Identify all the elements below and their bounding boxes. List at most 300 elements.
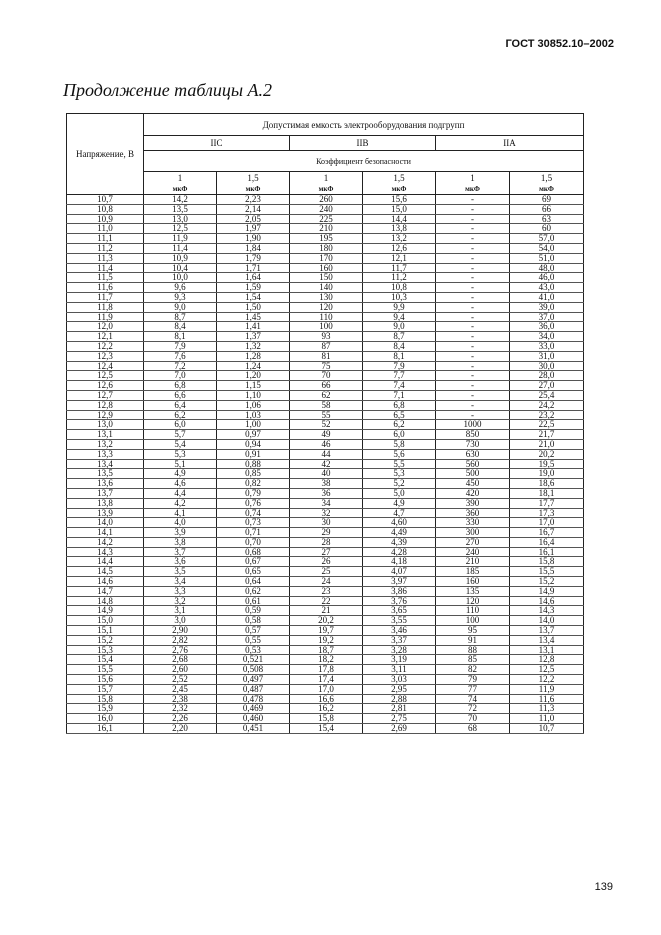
capacitance-cell: 2,20 <box>144 724 217 734</box>
voltage-cell: 16,1 <box>67 724 144 734</box>
capacitance-cell: 0,59 <box>217 606 290 616</box>
capacitance-cell: 82 <box>436 665 510 675</box>
capacitance-cell: 0,71 <box>217 528 290 538</box>
capacitance-cell: 15,8 <box>290 714 363 724</box>
capacitance-cell: 14,4 <box>363 214 436 224</box>
capacitance-cell: 81 <box>290 351 363 361</box>
group-header-iia: IIA <box>436 136 584 151</box>
capacitance-cell: 51,0 <box>510 253 584 263</box>
voltage-cell: 15,9 <box>67 704 144 714</box>
table-row <box>67 430 584 440</box>
capacitance-cell: 1,97 <box>217 224 290 234</box>
voltage-cell: 13,8 <box>67 498 144 508</box>
capacitance-cell: 20,2 <box>290 616 363 626</box>
voltage-cell: 12,9 <box>67 410 144 420</box>
factor-cell: 1,5 <box>363 172 436 184</box>
capacitance-cell: 27 <box>290 547 363 557</box>
capacitance-cell: 3,19 <box>363 655 436 665</box>
voltage-cell: 14,8 <box>67 596 144 606</box>
table-row <box>67 586 584 596</box>
capacitance-cell: 140 <box>290 283 363 293</box>
capacitance-cell: 1,71 <box>217 263 290 273</box>
voltage-cell: 11,2 <box>67 243 144 253</box>
table-row <box>67 381 584 391</box>
capacitance-cell: 0,58 <box>217 616 290 626</box>
table-row <box>67 665 584 675</box>
capacitance-cell: 9,0 <box>144 302 217 312</box>
capacitance-cell: 93 <box>290 332 363 342</box>
table-row <box>67 606 584 616</box>
capacitance-cell: 330 <box>436 518 510 528</box>
capacitance-cell: 0,487 <box>217 684 290 694</box>
voltage-cell: 10,8 <box>67 204 144 214</box>
capacitance-cell: 7,4 <box>363 381 436 391</box>
voltage-cell: 13,5 <box>67 469 144 479</box>
capacitance-cell: 2,81 <box>363 704 436 714</box>
capacitance-cell: 2,14 <box>217 204 290 214</box>
capacitance-cell: 17,4 <box>290 675 363 685</box>
capacitance-cell: 66 <box>290 381 363 391</box>
capacitance-cell: 8,7 <box>363 332 436 342</box>
voltage-cell: 15,6 <box>67 675 144 685</box>
capacitance-cell: 16,1 <box>510 547 584 557</box>
voltage-cell: 11,1 <box>67 234 144 244</box>
capacitance-cell: 5,3 <box>363 469 436 479</box>
capacitance-cell: 8,4 <box>144 322 217 332</box>
voltage-cell: 13,9 <box>67 508 144 518</box>
capacitance-cell: 120 <box>290 302 363 312</box>
table-row <box>67 312 584 322</box>
page-number: 139 <box>594 881 613 893</box>
capacitance-cell: 91 <box>436 635 510 645</box>
capacitance-cell: 3,8 <box>144 537 217 547</box>
capacitance-cell: 11,3 <box>510 704 584 714</box>
capacitance-cell: 390 <box>436 498 510 508</box>
capacitance-cell: - <box>436 390 510 400</box>
capacitance-cell: 19,7 <box>290 626 363 636</box>
capacitance-cell: 32 <box>290 508 363 518</box>
capacitance-cell: - <box>436 381 510 391</box>
voltage-cell: 12,4 <box>67 361 144 371</box>
capacitance-cell: 0,61 <box>217 596 290 606</box>
capacitance-cell: 100 <box>436 616 510 626</box>
table-row <box>67 195 584 205</box>
voltage-cell: 14,0 <box>67 518 144 528</box>
capacitance-cell: 79 <box>436 675 510 685</box>
voltage-cell: 14,6 <box>67 577 144 587</box>
voltage-cell: 10,7 <box>67 195 144 205</box>
capacitance-cell: 3,28 <box>363 645 436 655</box>
capacitance-cell: 1,20 <box>217 371 290 381</box>
voltage-cell: 13,4 <box>67 459 144 469</box>
capacitance-cell: 34,0 <box>510 332 584 342</box>
capacitance-cell: 1,84 <box>217 243 290 253</box>
capacitance-cell: 8,1 <box>363 351 436 361</box>
capacitance-cell: 13,7 <box>510 626 584 636</box>
capacitance-cell: 58 <box>290 400 363 410</box>
capacitance-cell: 11,7 <box>363 263 436 273</box>
capacitance-cell: 4,39 <box>363 537 436 547</box>
capacitance-cell: 3,65 <box>363 606 436 616</box>
voltage-cell: 11,9 <box>67 312 144 322</box>
capacitance-cell: - <box>436 234 510 244</box>
capacitance-cell: 12,6 <box>363 243 436 253</box>
capacitance-cell: 260 <box>290 195 363 205</box>
table-row <box>67 243 584 253</box>
capacitance-cell: 0,478 <box>217 694 290 704</box>
capacitance-cell: 22,5 <box>510 420 584 430</box>
capacitance-cell: 16,2 <box>290 704 363 714</box>
capacitance-cell: 160 <box>290 263 363 273</box>
capacitance-cell: 130 <box>290 292 363 302</box>
capacitance-cell: - <box>436 263 510 273</box>
capacitance-cell: 185 <box>436 567 510 577</box>
capacitance-cell: 57,0 <box>510 234 584 244</box>
table-row <box>67 488 584 498</box>
factor-cell: 1 <box>144 172 217 184</box>
capacitance-cell: 11,9 <box>510 684 584 694</box>
capacitance-cell: 1000 <box>436 420 510 430</box>
capacitance-cell: 13,0 <box>144 214 217 224</box>
capacitance-cell: 6,6 <box>144 390 217 400</box>
capacitance-cell: - <box>436 371 510 381</box>
capacitance-cell: 0,79 <box>217 488 290 498</box>
voltage-cell: 11,0 <box>67 224 144 234</box>
capacitance-cell: 15,2 <box>510 577 584 587</box>
capacitance-cell: 0,91 <box>217 449 290 459</box>
capacitance-cell: 12,5 <box>510 665 584 675</box>
voltage-cell: 15,7 <box>67 684 144 694</box>
capacitance-cell: 11,9 <box>144 234 217 244</box>
capacitance-cell: 19,5 <box>510 459 584 469</box>
capacitance-cell: 41,0 <box>510 292 584 302</box>
capacitance-cell: 15,6 <box>363 195 436 205</box>
capacitance-cell: 1,41 <box>217 322 290 332</box>
capacitance-cell: 1,59 <box>217 283 290 293</box>
capacitance-cell: 19,0 <box>510 469 584 479</box>
capacitance-cell: 13,1 <box>510 645 584 655</box>
capacitance-cell: 30 <box>290 518 363 528</box>
capacitance-cell: 0,460 <box>217 714 290 724</box>
capacitance-cell: 4,1 <box>144 508 217 518</box>
capacitance-cell: 25 <box>290 567 363 577</box>
capacitance-cell: 3,6 <box>144 557 217 567</box>
capacitance-cell: 6,8 <box>144 381 217 391</box>
capacitance-cell: 16,6 <box>290 694 363 704</box>
capacitance-cell: - <box>436 361 510 371</box>
capacitance-cell: 28 <box>290 537 363 547</box>
capacitance-cell: 5,1 <box>144 459 217 469</box>
capacitance-cell: 5,8 <box>363 439 436 449</box>
capacitance-cell: 0,74 <box>217 508 290 518</box>
capacitance-cell: 15,5 <box>510 567 584 577</box>
unit-cell: мкФ <box>510 183 584 195</box>
capacitance-cell: 77 <box>436 684 510 694</box>
capacitance-cell: 14,9 <box>510 586 584 596</box>
voltage-cell: 12,7 <box>67 390 144 400</box>
voltage-cell: 14,4 <box>67 557 144 567</box>
capacitance-cell: 24 <box>290 577 363 587</box>
table-row <box>67 675 584 685</box>
capacitance-cell: 22 <box>290 596 363 606</box>
capacitance-cell: 20,2 <box>510 449 584 459</box>
capacitance-cell: 37,0 <box>510 312 584 322</box>
capacitance-cell: 0,64 <box>217 577 290 587</box>
capacitance-cell: 15,8 <box>510 557 584 567</box>
capacitance-cell: 13,2 <box>363 234 436 244</box>
capacitance-cell: 48,0 <box>510 263 584 273</box>
voltage-cell: 14,7 <box>67 586 144 596</box>
capacitance-cell: 44 <box>290 449 363 459</box>
capacitance-cell: 2,95 <box>363 684 436 694</box>
voltage-cell: 11,5 <box>67 273 144 283</box>
table-row <box>67 626 584 636</box>
capacitance-cell: 18,1 <box>510 488 584 498</box>
factor-cell: 1,5 <box>510 172 584 184</box>
voltage-cell: 15,0 <box>67 616 144 626</box>
capacitance-cell: 10,3 <box>363 292 436 302</box>
capacitance-cell: 85 <box>436 655 510 665</box>
capacitance-cell: 7,1 <box>363 390 436 400</box>
capacitance-cell: 87 <box>290 341 363 351</box>
capacitance-cell: 360 <box>436 508 510 518</box>
capacitance-cell: 2,23 <box>217 195 290 205</box>
voltage-cell: 13,7 <box>67 488 144 498</box>
capacitance-cell: 6,2 <box>363 420 436 430</box>
capacitance-cell: 17,7 <box>510 498 584 508</box>
capacitance-table <box>66 113 584 734</box>
capacitance-cell: 8,4 <box>363 341 436 351</box>
table-row <box>67 322 584 332</box>
table-row <box>67 469 584 479</box>
capacitance-cell: 5,5 <box>363 459 436 469</box>
capacitance-cell: 4,0 <box>144 518 217 528</box>
capacitance-cell: 0,451 <box>217 724 290 734</box>
capacitance-cell: 12,8 <box>510 655 584 665</box>
capacitance-cell: 0,62 <box>217 586 290 596</box>
capacitance-cell: 0,497 <box>217 675 290 685</box>
table-row <box>67 390 584 400</box>
capacitance-cell: 0,55 <box>217 635 290 645</box>
voltage-cell: 12,3 <box>67 351 144 361</box>
voltage-cell: 12,5 <box>67 371 144 381</box>
factor-cell: 1 <box>436 172 510 184</box>
capacitance-cell: 21 <box>290 606 363 616</box>
table-row <box>67 292 584 302</box>
capacitance-cell: 560 <box>436 459 510 469</box>
table-row <box>67 224 584 234</box>
capacitance-cell: 3,86 <box>363 586 436 596</box>
capacitance-cell: 38 <box>290 479 363 489</box>
capacitance-cell: - <box>436 332 510 342</box>
capacitance-cell: 2,82 <box>144 635 217 645</box>
voltage-cell: 13,0 <box>67 420 144 430</box>
capacitance-cell: 11,0 <box>510 714 584 724</box>
capacitance-cell: 46,0 <box>510 273 584 283</box>
capacitance-cell: 21,7 <box>510 430 584 440</box>
capacitance-cell: 43,0 <box>510 283 584 293</box>
capacitance-cell: 1,37 <box>217 332 290 342</box>
table-row <box>67 616 584 626</box>
capacitance-cell: 74 <box>436 694 510 704</box>
capacitance-cell: 0,67 <box>217 557 290 567</box>
table-row <box>67 547 584 557</box>
capacitance-cell: 270 <box>436 537 510 547</box>
capacitance-cell: 42 <box>290 459 363 469</box>
capacitance-cell: 2,32 <box>144 704 217 714</box>
capacitance-cell: 450 <box>436 479 510 489</box>
capacitance-cell: 120 <box>436 596 510 606</box>
capacitance-cell: 0,65 <box>217 567 290 577</box>
table-row <box>67 537 584 547</box>
voltage-cell: 11,3 <box>67 253 144 263</box>
capacitance-cell: - <box>436 302 510 312</box>
voltage-cell: 14,2 <box>67 537 144 547</box>
capacitance-cell: 13,8 <box>363 224 436 234</box>
capacitance-cell: - <box>436 283 510 293</box>
capacitance-cell: 420 <box>436 488 510 498</box>
capacitance-cell: 39,0 <box>510 302 584 312</box>
capacitance-cell: 1,50 <box>217 302 290 312</box>
capacitance-cell: 15,4 <box>290 724 363 734</box>
table-row <box>67 273 584 283</box>
capacitance-cell: 9,9 <box>363 302 436 312</box>
capacitance-cell: 1,45 <box>217 312 290 322</box>
table-row <box>67 557 584 567</box>
capacitance-cell: 26 <box>290 557 363 567</box>
capacitance-cell: 55 <box>290 410 363 420</box>
table-row <box>67 439 584 449</box>
capacitance-cell: - <box>436 224 510 234</box>
capacitance-cell: 5,6 <box>363 449 436 459</box>
capacitance-cell: 3,3 <box>144 586 217 596</box>
capacitance-cell: 19,2 <box>290 635 363 645</box>
table-row <box>67 498 584 508</box>
capacitance-cell: 18,7 <box>290 645 363 655</box>
table-row <box>67 410 584 420</box>
capacitance-cell: 46 <box>290 439 363 449</box>
unit-cell: мкФ <box>363 183 436 195</box>
capacitance-cell: 54,0 <box>510 243 584 253</box>
capacitance-cell: 0,82 <box>217 479 290 489</box>
voltage-cell: 12,2 <box>67 341 144 351</box>
capacitance-cell: 170 <box>290 253 363 263</box>
capacitance-cell: 2,26 <box>144 714 217 724</box>
document-code: ГОСТ 30852.10–2002 <box>505 38 614 50</box>
capacitance-cell: 12,5 <box>144 224 217 234</box>
capacitance-cell: 4,2 <box>144 498 217 508</box>
capacitance-cell: 8,7 <box>144 312 217 322</box>
capacitance-cell: 31,0 <box>510 351 584 361</box>
voltage-cell: 14,5 <box>67 567 144 577</box>
table-row <box>67 518 584 528</box>
capacitance-cell: 33,0 <box>510 341 584 351</box>
capacitance-cell: - <box>436 322 510 332</box>
capacitance-cell: 2,05 <box>217 214 290 224</box>
voltage-cell: 11,7 <box>67 292 144 302</box>
table-row <box>67 371 584 381</box>
capacitance-cell: 28,0 <box>510 371 584 381</box>
capacitance-cell: 210 <box>290 224 363 234</box>
capacitance-cell: 3,97 <box>363 577 436 587</box>
capacitance-cell: - <box>436 204 510 214</box>
capacitance-cell: 150 <box>290 273 363 283</box>
capacitance-cell: 10,4 <box>144 263 217 273</box>
table-row <box>67 724 584 734</box>
capacitance-cell: 16,4 <box>510 537 584 547</box>
table-row <box>67 420 584 430</box>
capacitance-cell: 1,00 <box>217 420 290 430</box>
voltage-cell: 11,4 <box>67 263 144 273</box>
capacitance-cell: - <box>436 253 510 263</box>
capacitance-cell: 23 <box>290 586 363 596</box>
table-row <box>67 263 584 273</box>
capacitance-cell: 27,0 <box>510 381 584 391</box>
capacitance-cell: 4,9 <box>144 469 217 479</box>
capacitance-cell: 0,76 <box>217 498 290 508</box>
capacitance-cell: 1,10 <box>217 390 290 400</box>
capacitance-cell: 6,4 <box>144 400 217 410</box>
capacitance-cell: 4,28 <box>363 547 436 557</box>
capacitance-cell: 24,2 <box>510 400 584 410</box>
capacitance-cell: 6,5 <box>363 410 436 420</box>
capacitance-cell: - <box>436 273 510 283</box>
capacitance-cell: 7,9 <box>363 361 436 371</box>
capacitance-cell: 30,0 <box>510 361 584 371</box>
capacitance-cell: 11,2 <box>363 273 436 283</box>
capacitance-cell: 2,45 <box>144 684 217 694</box>
capacitance-cell: 0,70 <box>217 537 290 547</box>
table-row <box>67 341 584 351</box>
capacitance-cell: 1,15 <box>217 381 290 391</box>
capacitance-cell: 5,2 <box>363 479 436 489</box>
capacitance-cell: 7,6 <box>144 351 217 361</box>
factor-cell: 1 <box>290 172 363 184</box>
table-row <box>67 283 584 293</box>
capacitance-cell: 2,75 <box>363 714 436 724</box>
voltage-cell: 14,9 <box>67 606 144 616</box>
table-row <box>67 655 584 665</box>
capacitance-cell: 3,46 <box>363 626 436 636</box>
voltage-column-header: Напряжение, В <box>67 114 144 195</box>
capacitance-cell: 110 <box>290 312 363 322</box>
capacitance-cell: 1,24 <box>217 361 290 371</box>
capacitance-cell: 7,0 <box>144 371 217 381</box>
table-row <box>67 596 584 606</box>
voltage-cell: 16,0 <box>67 714 144 724</box>
capacitance-cell: 2,52 <box>144 675 217 685</box>
capacitance-cell: 4,4 <box>144 488 217 498</box>
capacitance-cell: 5,0 <box>363 488 436 498</box>
capacitance-cell: 3,7 <box>144 547 217 557</box>
table-row <box>67 234 584 244</box>
voltage-cell: 15,4 <box>67 655 144 665</box>
capacitance-cell: 4,49 <box>363 528 436 538</box>
capacitance-cell: 14,6 <box>510 596 584 606</box>
capacitance-cell: 36,0 <box>510 322 584 332</box>
factor-cell: 1,5 <box>217 172 290 184</box>
unit-cell: мкФ <box>217 183 290 195</box>
capacitance-cell: 10,9 <box>144 253 217 263</box>
table-row <box>67 400 584 410</box>
capacitance-cell: 6,0 <box>144 420 217 430</box>
table-row <box>67 459 584 469</box>
voltage-cell: 12,6 <box>67 381 144 391</box>
unit-cell: мкФ <box>290 183 363 195</box>
capacitance-cell: 63 <box>510 214 584 224</box>
table-row <box>67 528 584 538</box>
capacitance-cell: 52 <box>290 420 363 430</box>
